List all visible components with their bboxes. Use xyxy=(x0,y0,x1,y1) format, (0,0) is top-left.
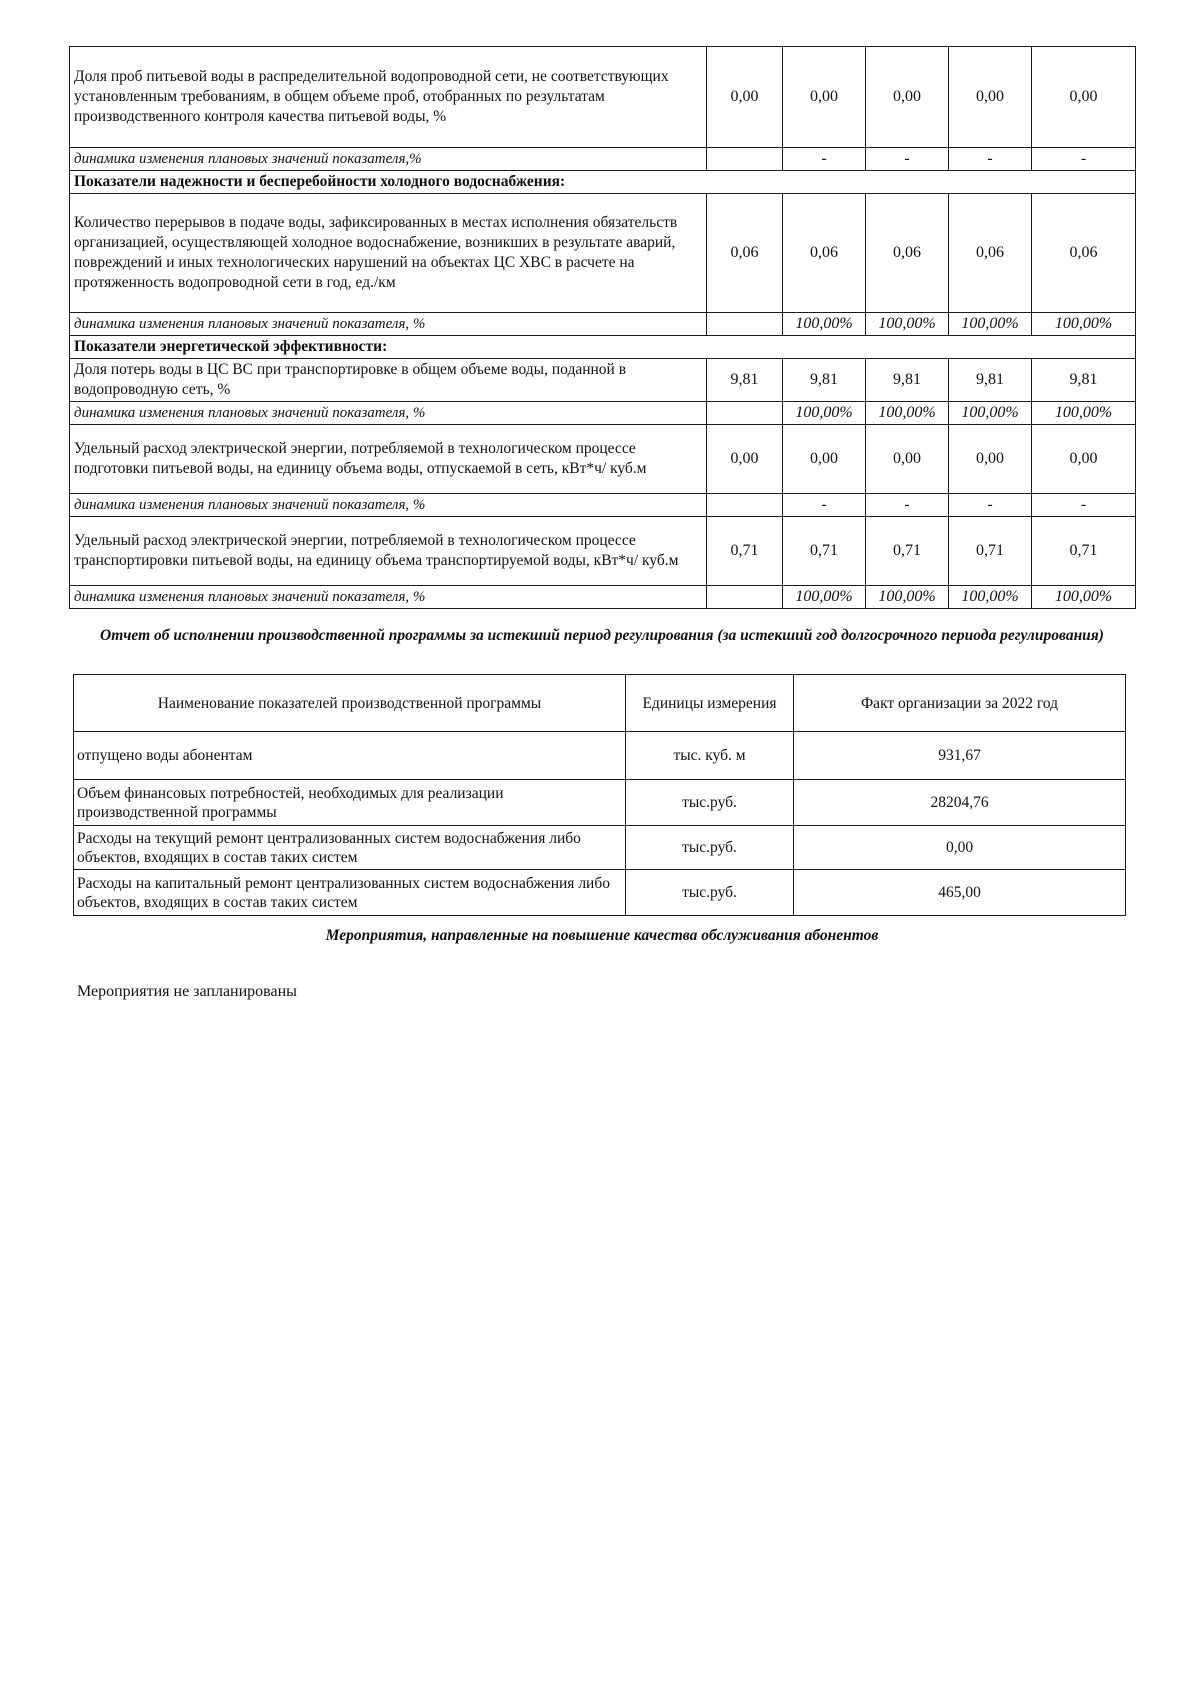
dynamics-value xyxy=(707,402,783,425)
dynamics-row xyxy=(70,586,1136,609)
indicator-value: 0,00 xyxy=(707,425,783,494)
report-table xyxy=(73,674,1126,916)
table-row xyxy=(70,517,1136,586)
indicator-label: Удельный расход электрической энергии, потребляемой в технологическом процессе транспортировки питьевой воды, на единицу объема транспортируемой воды, кВт*ч/ куб.м xyxy=(70,517,707,586)
indicator-label: Удельный расход электрической энергии, потребляемой в технологическом процессе подготовки питьевой воды, на единицу объема воды, отпускаемой в сеть, кВт*ч/ куб.м xyxy=(70,425,707,494)
table-row xyxy=(74,732,1126,780)
dynamics-value: 100,00% xyxy=(783,586,866,609)
indicator-value: 9,81 xyxy=(707,359,783,402)
dynamics-value: 100,00% xyxy=(949,313,1032,336)
section-row xyxy=(70,336,1136,359)
row-label: Расходы на капитальный ремонт централизованных систем водоснабжения либо объектов, входящих в состав таких систем xyxy=(74,870,626,916)
row-label: отпущено воды абонентам xyxy=(74,732,626,780)
dynamics-label: динамика изменения плановых значений показателя, % xyxy=(70,313,707,336)
indicator-value: 0,71 xyxy=(949,517,1032,586)
section-row xyxy=(70,171,1136,194)
indicator-value: 0,00 xyxy=(707,47,783,148)
table-row xyxy=(70,425,1136,494)
row-value: 465,00 xyxy=(794,870,1126,916)
dynamics-value: 100,00% xyxy=(866,402,949,425)
row-value: 931,67 xyxy=(794,732,1126,780)
indicator-value: 0,00 xyxy=(866,47,949,148)
section-heading: Показатели энергетической эффективности: xyxy=(70,336,1136,359)
dynamics-value: 100,00% xyxy=(783,313,866,336)
dynamics-value: - xyxy=(866,148,949,171)
dynamics-value: - xyxy=(783,148,866,171)
indicator-value: 9,81 xyxy=(783,359,866,402)
dynamics-row xyxy=(70,494,1136,517)
dynamics-value xyxy=(707,148,783,171)
dynamics-value: - xyxy=(949,494,1032,517)
indicator-label: Доля потерь воды в ЦС ВС при транспортировке в общем объеме воды, поданной в водопроводную сеть, % xyxy=(70,359,707,402)
dynamics-label: динамика изменения плановых значений показателя,% xyxy=(70,148,707,171)
indicator-label: Доля проб питьевой воды в распределительной водопроводной сети, не соответствующих установленным требованиям, в общем объеме проб, отобранных по результатам производственного контроля качества питьевой воды, % xyxy=(70,47,707,148)
dynamics-value: - xyxy=(1032,494,1136,517)
indicator-value: 0,00 xyxy=(1032,425,1136,494)
dynamics-value: 100,00% xyxy=(949,402,1032,425)
dynamics-row xyxy=(70,402,1136,425)
indicator-value: 0,00 xyxy=(783,425,866,494)
dynamics-row xyxy=(70,313,1136,336)
report-title: Отчет об исполнении производственной программы за истекший период регулирования (за истекший год долгосрочного периода регулирования) xyxy=(100,627,1104,644)
dynamics-value: 100,00% xyxy=(949,586,1032,609)
indicator-value: 0,06 xyxy=(707,194,783,313)
indicator-value: 0,71 xyxy=(866,517,949,586)
row-value: 28204,76 xyxy=(794,780,1126,826)
dynamics-value: - xyxy=(949,148,1032,171)
row-value: 0,00 xyxy=(794,826,1126,870)
measures-text: Мероприятия не запланированы xyxy=(77,983,297,1000)
indicator-value: 0,06 xyxy=(866,194,949,313)
indicator-value: 0,71 xyxy=(1032,517,1136,586)
indicator-value: 0,71 xyxy=(707,517,783,586)
row-units: тыс. куб. м xyxy=(626,732,794,780)
indicator-value: 9,81 xyxy=(866,359,949,402)
dynamics-row xyxy=(70,148,1136,171)
dynamics-value: 100,00% xyxy=(783,402,866,425)
table-row xyxy=(74,780,1126,826)
table-row xyxy=(70,194,1136,313)
indicator-value: 0,71 xyxy=(783,517,866,586)
dynamics-value: 100,00% xyxy=(1032,586,1136,609)
dynamics-value: 100,00% xyxy=(866,313,949,336)
indicator-value: 0,00 xyxy=(866,425,949,494)
table-row xyxy=(70,359,1136,402)
dynamics-label: динамика изменения плановых значений показателя, % xyxy=(70,586,707,609)
table-row xyxy=(74,870,1126,916)
header-name: Наименование показателей производственной программы xyxy=(74,675,626,732)
indicator-value: 0,06 xyxy=(949,194,1032,313)
dynamics-value: 100,00% xyxy=(866,586,949,609)
row-units: тыс.руб. xyxy=(626,780,794,826)
indicator-value: 0,00 xyxy=(949,47,1032,148)
dynamics-value xyxy=(707,586,783,609)
row-label: Объем финансовых потребностей, необходимых для реализации производственной программы xyxy=(74,780,626,826)
row-label: Расходы на текущий ремонт централизованных систем водоснабжения либо объектов, входящих в состав таких систем xyxy=(74,826,626,870)
header-fact: Факт организации за 2022 год xyxy=(794,675,1126,732)
indicator-value: 9,81 xyxy=(1032,359,1136,402)
indicator-label: Количество перерывов в подаче воды, зафиксированных в местах исполнения обязательств организацией, осуществляющей холодное водоснабжение, возникших в результате аварий, повреждений и иных технологических нарушений на объектах ЦС ХВС в расчете на протяженность водопроводной сети в год, ед./км xyxy=(70,194,707,313)
indicator-value: 0,06 xyxy=(1032,194,1136,313)
dynamics-value xyxy=(707,494,783,517)
measures-title: Мероприятия, направленные на повышение качества обслуживания абонентов xyxy=(325,927,879,944)
dynamics-label: динамика изменения плановых значений показателя, % xyxy=(70,402,707,425)
dynamics-value: - xyxy=(783,494,866,517)
indicators-table xyxy=(69,46,1136,609)
header-units: Единицы измерения xyxy=(626,675,794,732)
indicator-value: 0,06 xyxy=(783,194,866,313)
row-units: тыс.руб. xyxy=(626,870,794,916)
indicator-value: 0,00 xyxy=(949,425,1032,494)
dynamics-value: 100,00% xyxy=(1032,313,1136,336)
dynamics-label: динамика изменения плановых значений показателя, % xyxy=(70,494,707,517)
report-header-row xyxy=(74,675,1126,732)
dynamics-value: - xyxy=(866,494,949,517)
dynamics-value xyxy=(707,313,783,336)
dynamics-value: 100,00% xyxy=(1032,402,1136,425)
indicator-value: 0,00 xyxy=(783,47,866,148)
dynamics-value: - xyxy=(1032,148,1136,171)
section-heading: Показатели надежности и бесперебойности холодного водоснабжения: xyxy=(70,171,1136,194)
row-units: тыс.руб. xyxy=(626,826,794,870)
table-row xyxy=(70,47,1136,148)
table-row xyxy=(74,826,1126,870)
indicator-value: 0,00 xyxy=(1032,47,1136,148)
indicator-value: 9,81 xyxy=(949,359,1032,402)
